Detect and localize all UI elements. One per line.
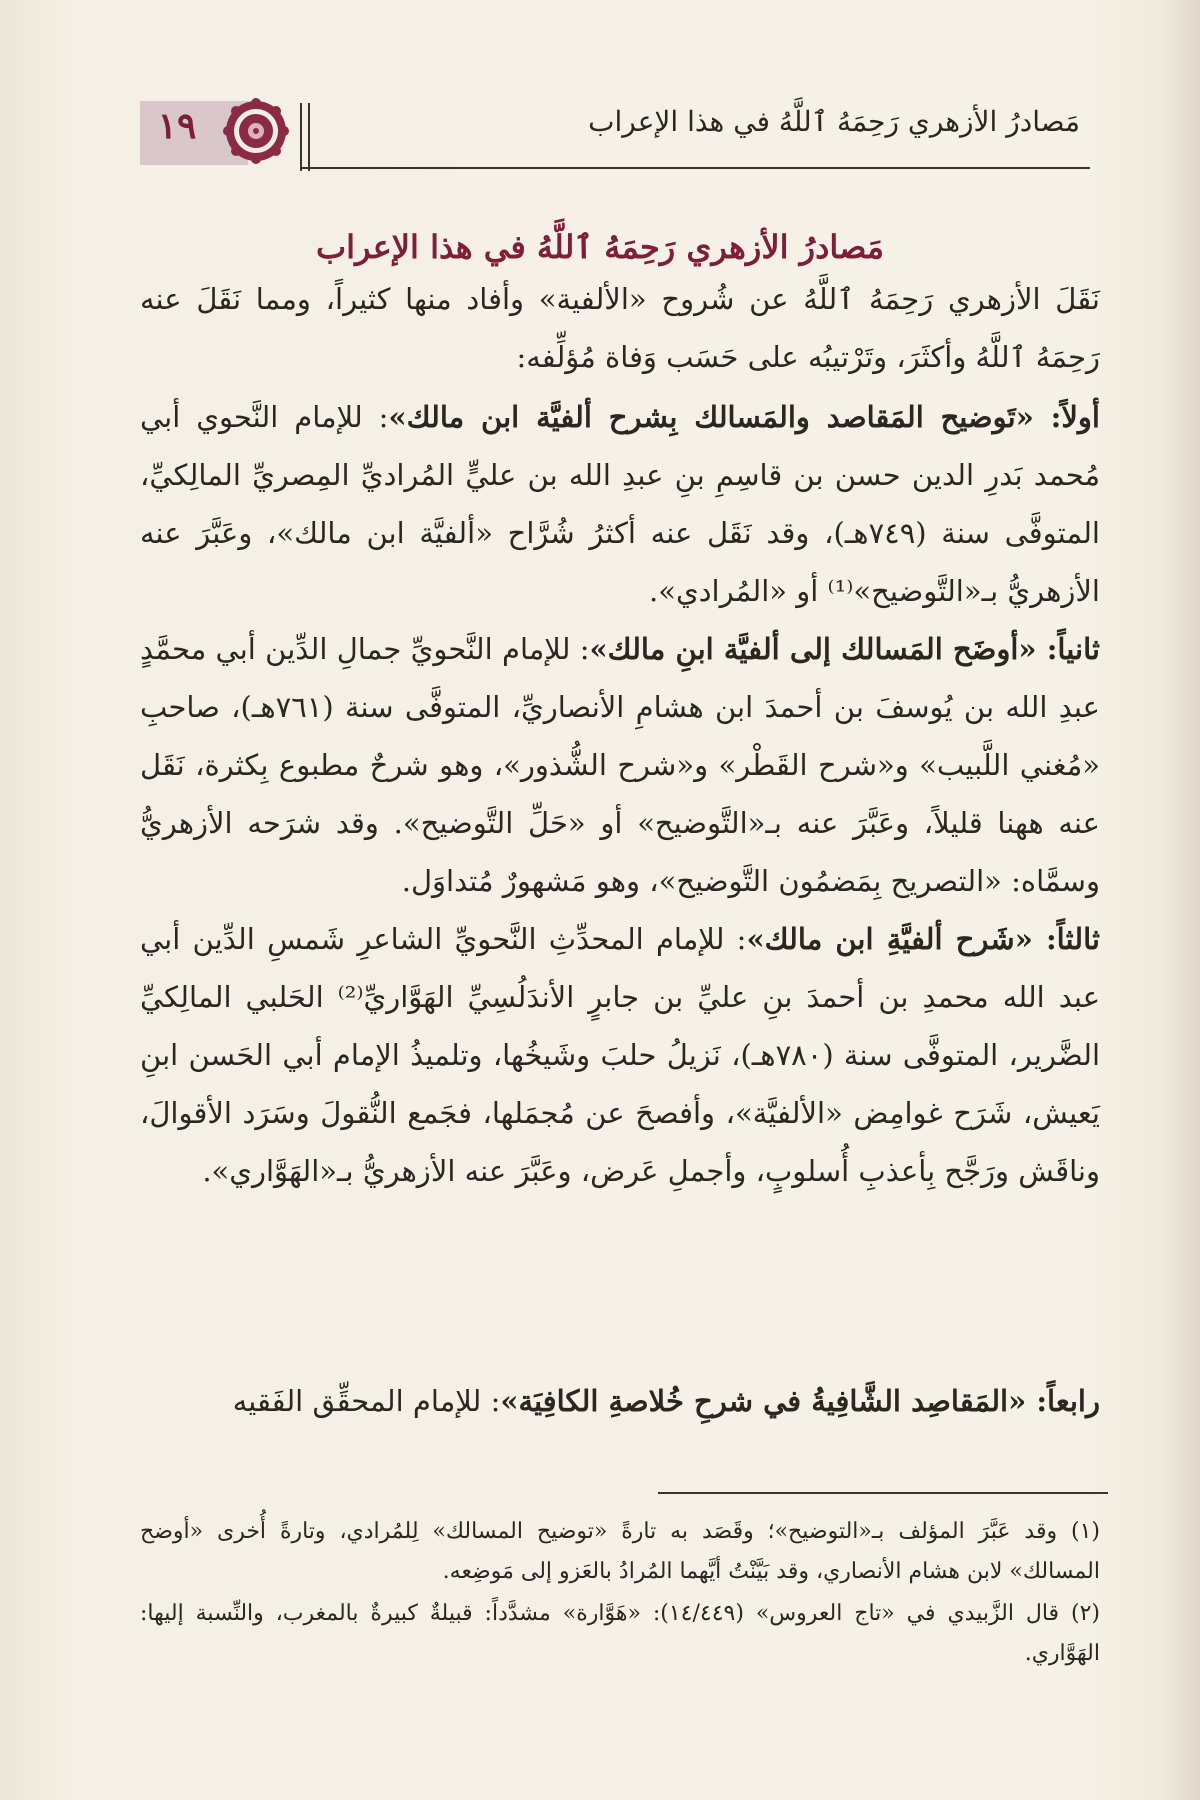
source-1 (140, 388, 1100, 620)
header-divider (308, 103, 310, 171)
source-title: رابعاً: «المَقاصِد الشَّافِيةُ في شرحِ خُلاصةِ الكافِيَة» (500, 1384, 1100, 1418)
header-rule (300, 167, 1090, 169)
source-2 (140, 620, 1100, 910)
source-4 (140, 1372, 1100, 1430)
running-title: مَصادرُ الأزهري رَحِمَهُ ٱللَّهُ في هذا الإعراب (588, 105, 1080, 138)
intro-paragraph (140, 270, 1100, 386)
source-title: ثانياً: «أوضَح المَسالك إلى ألفيَّة ابنِ مالك» (589, 632, 1100, 666)
source-text: : للإمام النَّحويِّ جمالِ الدِّين أبي محمَّدٍ عبدِ الله بن يُوسفَ بن أحمدَ ابن هشامِ الأنصاريِّ، المتوفَّى سنة (٧٦١هـ)، صاحبِ «مُغني اللَّبيب» و«شرح القَطْر» و«شرح الشُّذور»، وهو شرحٌ مطبوع بِكثرة، نَقَل عنه ههنا قليلاً، وعَبَّرَ عنه بـ«التَّوضيح» أو «حَلِّ التَّوضيح». وقد شرَحه الأزهريُّ وسمَّاه: «التصريح بِمَضمُون التَّوضيح»، وهو مَشهورٌ مُتداوَل. (140, 632, 1100, 898)
source-text: : للإمام المحدِّثِ النَّحويِّ الشاعرِ شَمسِ الدِّين أبي عبد الله محمدِ بن أحمدَ بنِ عليِّ بن جابرٍ الأندَلُسِيِّ الهَوَّاريِّ⁽²⁾ الحَلبي المالِكيِّ الضَّرير، المتوفَّى سنة (٧٨٠هـ)، نَزيلُ حلبَ وشَيخُها، وتلميذُ الإمام أبي الحَسن ابنِ يَعيش، شَرَح غوامِض «الألفيَّة»، وأفصحَ عن مُجمَلها، فجَمع النُّقولَ وسَرَد الأقوالَ، وناقَش ورَجَّح بِأعذبِ أُسلوبٍ، وأجملِ عَرض، وعَبَّرَ عنه الأزهريُّ بـ«الهَوَّاري». (140, 922, 1100, 1188)
page-number: ١٩ (157, 105, 197, 147)
running-header (140, 95, 1100, 175)
rosette-ornament-icon (220, 95, 292, 167)
footnote-rule (658, 1492, 1108, 1494)
source-text: : للإمام المحقِّق الفَقيه (232, 1384, 501, 1418)
footnotes (140, 1512, 1100, 1676)
chapter-title: مَصادرُ الأزهري رَحِمَهُ ٱللَّهُ في هذا الإعراب (316, 228, 884, 266)
header-divider (300, 103, 302, 171)
source-title: ثالثاً: «شَرح ألفيَّةِ ابن مالك» (746, 922, 1100, 956)
source-title: أولاً: «تَوضيح المَقاصد والمَسالك بِشرح ألفيَّة ابن مالك» (388, 400, 1100, 434)
footnote: (١) وقد عَبَّرَ المؤلف بـ«التوضيح»؛ وقَصَد به تارةً «توضيح المسالك» لِلمُرادي، وتارةً أُخرى «أوضح المسالك» لابن هشام الأنصاري، وقد بَيَّنْتُ أيَّهما المُرادُ بالعَزو إلى مَوضِعه. (140, 1519, 1100, 1584)
footnote: (٢) قال الزَّبيدي في «تاج العروس» (١٤/٤٤٩): «هَوَّارة» مشدَّداً: قبيلةٌ كبيرةٌ بالمغرب، والنِّسبة إليها: الهَوَّاري. (140, 1601, 1100, 1666)
source-text: : للإمام النَّحوي أبي مُحمد بَدرِ الدين حسن بن قاسِمِ بنِ عبدِ الله بن عليٍّ المُراديِّ المِصريِّ المالِكيِّ، المتوفَّى سنة (٧٤٩هـ)، وقد نَقَل عنه أكثرُ شُرَّاح «ألفيَّة ابن مالك»، وعَبَّرَ عنه الأزهريُّ بـ«التَّوضيح»⁽¹⁾ أو «المُرادي». (140, 400, 1100, 608)
page-gutter-shadow (1160, 0, 1200, 1800)
source-3 (140, 910, 1100, 1200)
intro-text: نَقَلَ الأزهري رَحِمَهُ ٱللَّهُ عن شُروح «الألفية» وأفاد منها كثيراً، ومما نَقَلَ عنه رَحِمَهُ ٱللَّهُ وأكثَرَ، وتَرْتيبُه على حَسَب وَفاة مُؤلِّفه: (140, 282, 1100, 374)
